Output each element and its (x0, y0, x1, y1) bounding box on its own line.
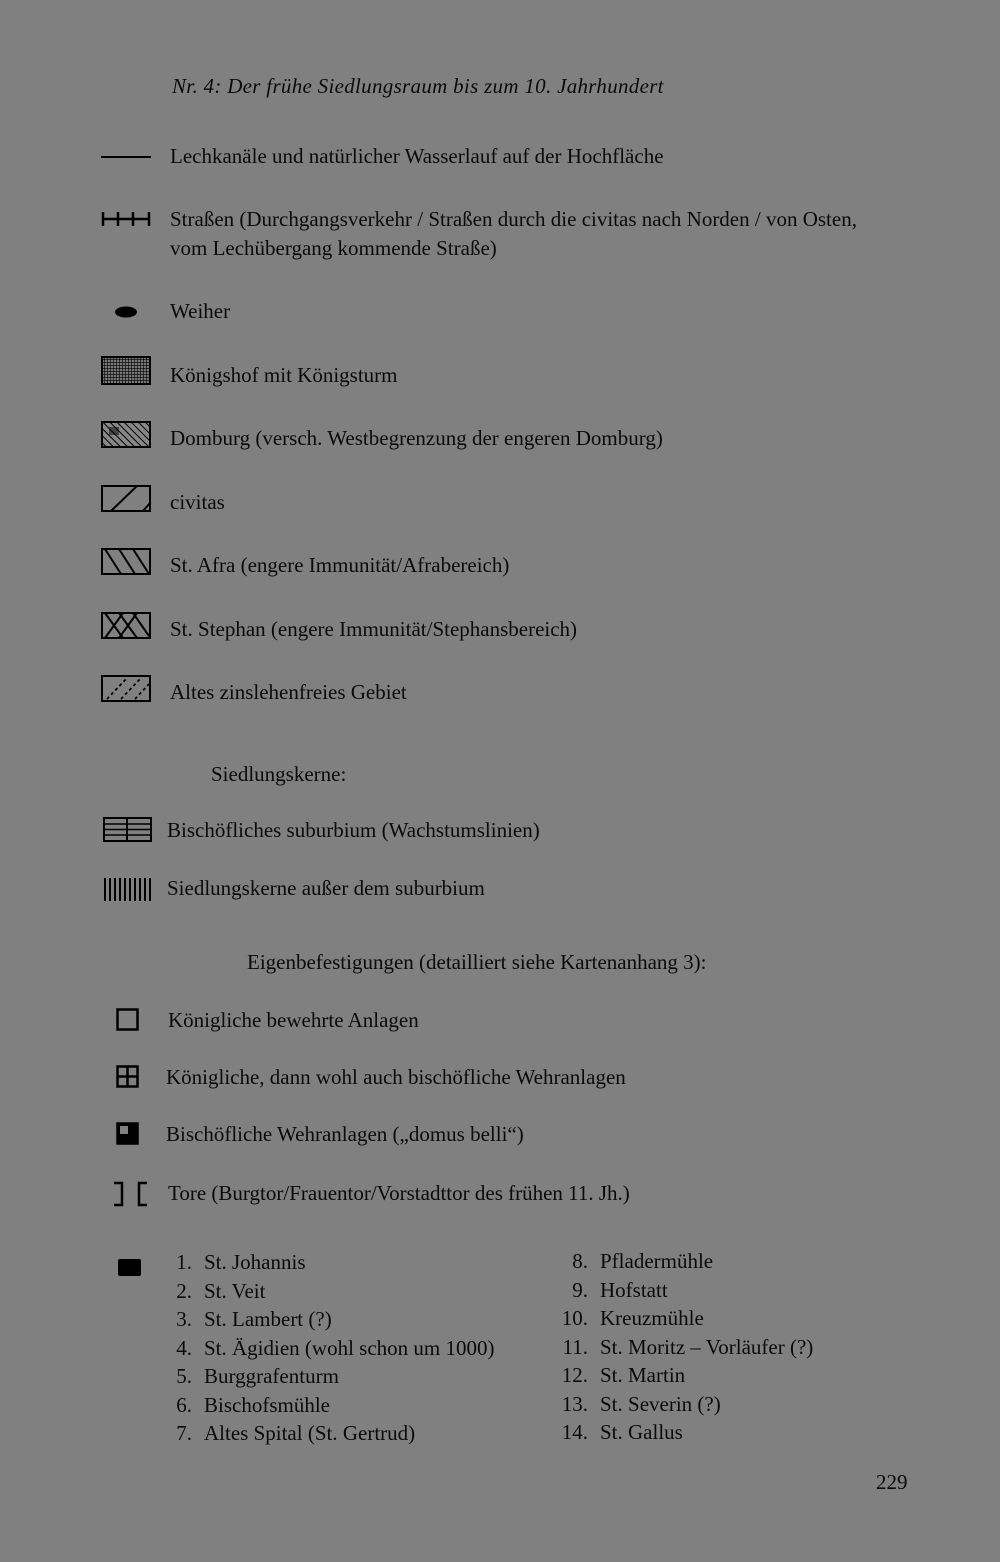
legend-text: Tore (Burgtor/Frauentor/Vorstadttor des frühen 11. Jh.) (168, 1181, 630, 1205)
cross-hatch-icon (101, 612, 151, 640)
list-item: 5. Burggrafenturm (176, 1364, 339, 1388)
legend-text: Altes zinslehenfreies Gebiet (170, 680, 407, 704)
settlement-heading: Siedlungskerne: (211, 762, 347, 786)
open-square-icon (116, 1008, 140, 1032)
list-item: 9. Hofstatt (572, 1277, 668, 1302)
page-number: 229 (876, 1470, 908, 1494)
list-item: 7. Altes Spital (St. Gertrud) (176, 1421, 416, 1445)
list-item: 13. St. Severin (?) (561, 1391, 721, 1416)
list-item: 6. Bischofsmühle (176, 1392, 330, 1417)
fortification-heading: Eigenbefestigungen (detailliert siehe Kartenanhang 3): (247, 950, 707, 974)
legend-text: Siedlungskerne außer dem suburbium (167, 876, 485, 900)
legend-text: Weiher (170, 299, 231, 323)
list-item: 1. St. Johannis (176, 1250, 306, 1274)
buildings-list-left (170, 1248, 494, 1448)
hatched-check-icon (101, 421, 151, 449)
list-item: 10. Kreuzmühle (561, 1306, 704, 1330)
back-diagonal-icon (101, 548, 151, 576)
legend-text: Bischöfliche Wehranlagen („domus belli“) (166, 1122, 524, 1146)
list-item: 8. Pfladermühle (572, 1249, 714, 1273)
list-item: 11. St. Moritz – Vorläufer (?) (562, 1334, 814, 1359)
dense-grid-icon (101, 356, 151, 386)
water-line-icon (101, 155, 151, 159)
list-item: 3. St. Lambert (?) (176, 1307, 332, 1331)
legend-text: Domburg (versch. Westbegrenzung der engeren Domburg) (170, 426, 663, 450)
list-item: 12. St. Martin (561, 1363, 686, 1387)
legend-text: civitas (170, 490, 225, 514)
list-item: 2. St. Veit (176, 1278, 266, 1303)
legend-text: Königshof mit Königsturm (170, 363, 398, 387)
half-filled-square-icon (116, 1122, 140, 1146)
single-diagonal-icon (101, 485, 151, 513)
page-title: Nr. 4: Der frühe Siedlungsraum bis zum 10. Jahrhundert (172, 74, 664, 98)
legend-text: Bischöfliches suburbium (Wachstumslinien) (167, 818, 540, 842)
gate-brackets-icon (112, 1181, 150, 1207)
legend-text: Lechkanäle und natürlicher Wasserlauf auf der Hochfläche (170, 144, 664, 168)
horizontal-lines-icon (103, 817, 153, 843)
list-item: 4. St. Ägidien (wohl schon um 1000) (176, 1335, 495, 1360)
buildings-list-right (556, 1247, 813, 1447)
legend-text: Königliche, dann wohl auch bischöfliche Wehranlagen (166, 1065, 626, 1089)
vertical-lines-icon (103, 876, 153, 902)
quartered-square-icon (116, 1065, 140, 1089)
list-item: 14. St. Gallus (561, 1420, 683, 1444)
filled-rectangle-icon (117, 1258, 143, 1278)
legend-text: St. Afra (engere Immunität/Afrabereich) (170, 553, 510, 577)
road-icon (101, 211, 151, 227)
legend-text: Straßen (Durchgangsverkehr / Straßen durch die civitas nach Norden / von Osten, vom Lechübergang kommende Straße) (170, 207, 857, 260)
legend-text: Königliche bewehrte Anlagen (168, 1008, 419, 1032)
pond-icon (114, 306, 138, 318)
dashed-diagonal-icon (101, 675, 151, 703)
legend-text: St. Stephan (engere Immunität/Stephansbereich) (170, 617, 578, 641)
